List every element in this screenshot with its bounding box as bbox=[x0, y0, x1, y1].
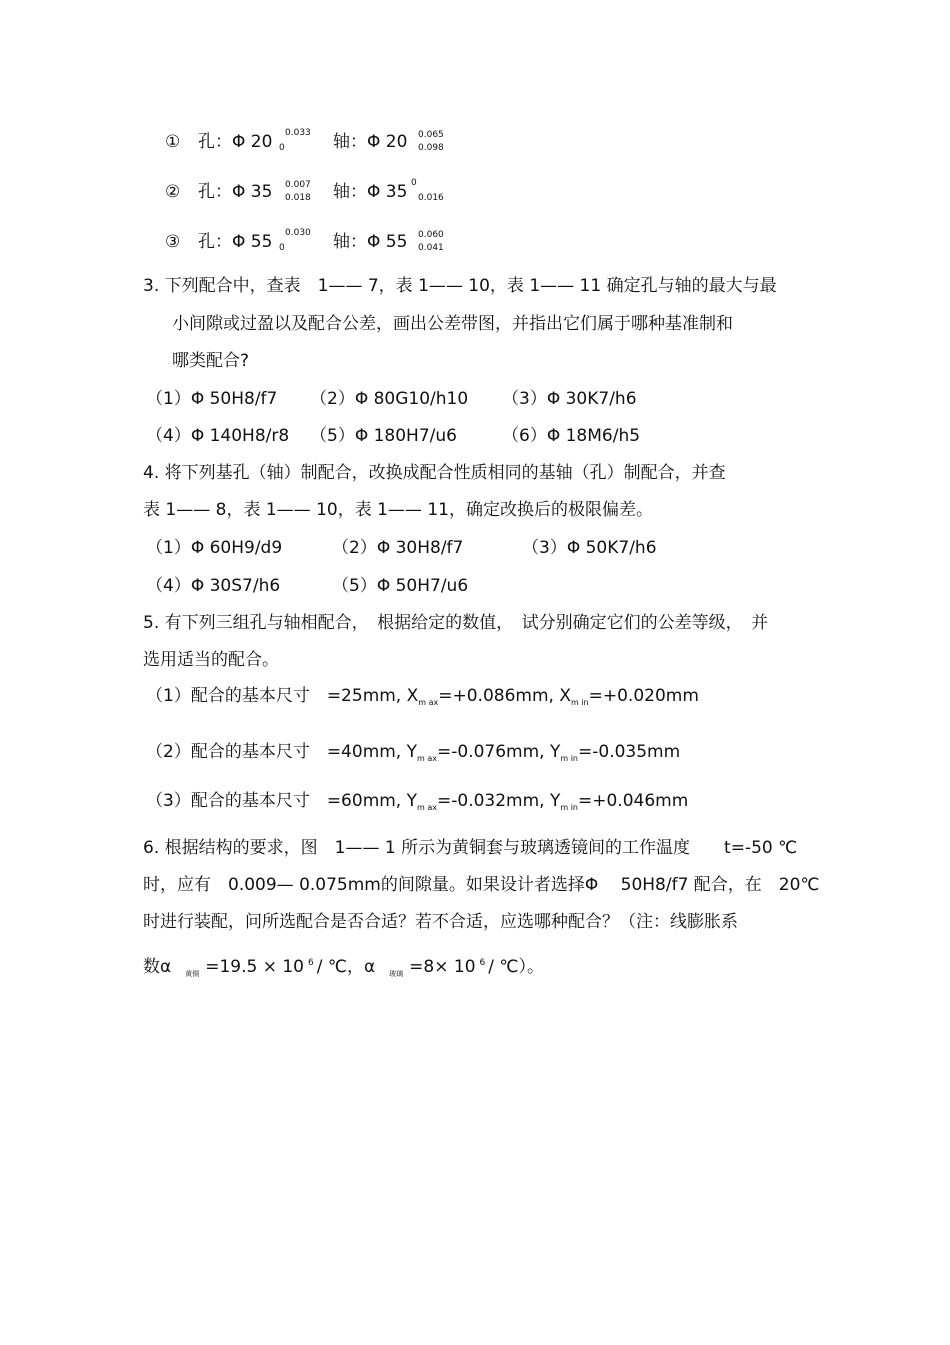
hole-upper-deviation: 0.030 bbox=[285, 228, 311, 238]
row-number: ① bbox=[165, 132, 181, 152]
fit-condition-1 bbox=[146, 686, 699, 713]
shaft-upper-deviation: 0 bbox=[411, 178, 417, 188]
condition-text: （3）配合的基本尺寸 =60mm, Y bbox=[146, 791, 418, 811]
fit-item: （2）Φ 30H8/f7 bbox=[332, 538, 464, 558]
fit-item: （3）Φ 30K7/h6 bbox=[502, 389, 637, 409]
condition-text: =+0.020mm bbox=[588, 686, 699, 706]
formula-subscript: 黄铜 bbox=[185, 970, 200, 978]
fit-item: （3）Φ 50K7/h6 bbox=[522, 538, 657, 558]
formula-superscript: 6 bbox=[308, 958, 314, 968]
formula-text: 数α bbox=[143, 957, 172, 977]
fit-item: （5）Φ 50H7/u6 bbox=[332, 576, 469, 596]
fit-item: （1）Φ 50H8/f7 bbox=[146, 389, 278, 409]
hole-upper-deviation: 0.033 bbox=[285, 128, 311, 138]
formula-text: =8× 10 bbox=[409, 957, 476, 977]
condition-subscript: m ax bbox=[417, 754, 437, 763]
question-3-line-1: 3. 下列配合中，查表 1—— 7，表 1—— 10，表 1—— 11 确定孔与轴的最大与最 bbox=[143, 276, 777, 296]
fit-condition-2 bbox=[146, 742, 680, 769]
question-3-line-2: 小间隙或过盈以及配合公差，画出公差带图，并指出它们属于哪种基准制和 bbox=[172, 314, 733, 334]
condition-subscript: m ax bbox=[418, 698, 439, 707]
hole-label: 孔：Φ 20 bbox=[198, 132, 273, 152]
condition-text: （2）配合的基本尺寸 =40mm, Y bbox=[146, 742, 418, 762]
shaft-label: 轴：Φ 55 bbox=[333, 232, 408, 252]
hole-lower-deviation: 0 bbox=[279, 243, 285, 253]
formula-subscript: 玻璃 bbox=[389, 970, 404, 978]
condition-subscript: m in bbox=[560, 803, 578, 812]
hole-label: 孔：Φ 55 bbox=[198, 232, 273, 252]
question-6-line-3: 时进行装配，问所选配合是否合适？若不合适，应选哪种配合？（注：线膨胀系 bbox=[143, 912, 738, 932]
condition-text: =+0.086mm, X bbox=[438, 686, 571, 706]
question-4-line-1: 4. 将下列基孔（轴）制配合，改换成配合性质相同的基轴（孔）制配合，并查 bbox=[143, 463, 726, 483]
fit-condition-3 bbox=[146, 791, 688, 818]
shaft-upper-deviation: 0.065 bbox=[418, 130, 444, 140]
fit-item: （2）Φ 80G10/h10 bbox=[310, 389, 469, 409]
condition-text: =-0.076mm, Y bbox=[437, 742, 561, 762]
hole-lower-deviation: 0.018 bbox=[285, 193, 311, 203]
question-3-line-3: 哪类配合? bbox=[172, 351, 250, 371]
fit-item: （1）Φ 60H9/d9 bbox=[146, 538, 283, 558]
fit-item: （4）Φ 30S7/h6 bbox=[146, 576, 281, 596]
question-5-line-2: 选用适当的配合。 bbox=[143, 650, 279, 670]
condition-text: （1）配合的基本尺寸 =25mm, X bbox=[146, 686, 419, 706]
condition-text: =+0.046mm bbox=[578, 791, 689, 811]
fit-item: （4）Φ 140H8/r8 bbox=[146, 426, 290, 446]
condition-subscript: m in bbox=[560, 754, 578, 763]
formula-text: =19.5 × 10 bbox=[205, 957, 304, 977]
shaft-lower-deviation: 0.016 bbox=[418, 193, 444, 203]
row-number: ③ bbox=[165, 232, 181, 252]
shaft-upper-deviation: 0.060 bbox=[418, 230, 444, 240]
formula-text: / ℃，α bbox=[316, 957, 376, 977]
shaft-label: 轴：Φ 20 bbox=[333, 132, 408, 152]
question-5-line-1: 5. 有下列三组孔与轴相配合， 根据给定的数值， 试分别确定它们的公差等级， 并 bbox=[143, 613, 769, 633]
row-number: ② bbox=[165, 182, 181, 202]
condition-text: =-0.032mm, Y bbox=[437, 791, 561, 811]
hole-upper-deviation: 0.007 bbox=[285, 180, 311, 190]
question-4-line-2: 表 1—— 8，表 1—— 10，表 1—— 11，确定改换后的极限偏差。 bbox=[143, 500, 653, 520]
formula-text: / ℃）。 bbox=[488, 957, 544, 977]
hole-label: 孔：Φ 35 bbox=[198, 182, 273, 202]
condition-text: =-0.035mm bbox=[578, 742, 681, 762]
shaft-label: 轴：Φ 35 bbox=[333, 182, 408, 202]
shaft-lower-deviation: 0.098 bbox=[418, 143, 444, 153]
question-6-line-2: 时，应有 0.009— 0.075mm的间隙量。如果设计者选择Φ 50H8/f7 配合，在 20℃ bbox=[143, 875, 820, 895]
formula-superscript: 6 bbox=[479, 958, 486, 968]
condition-subscript: m ax bbox=[417, 803, 437, 812]
question-6-line-1: 6. 根据结构的要求，图 1—— 1 所示为黄铜套与玻璃透镜间的工作温度 t=-50 ℃ bbox=[143, 838, 798, 858]
hole-lower-deviation: 0 bbox=[279, 143, 285, 153]
fit-item: （5）Φ 180H7/u6 bbox=[310, 426, 457, 446]
fit-item: （6）Φ 18M6/h5 bbox=[502, 426, 641, 446]
question-6-line-4 bbox=[143, 953, 544, 984]
condition-subscript: m in bbox=[570, 698, 589, 707]
shaft-lower-deviation: 0.041 bbox=[418, 243, 444, 253]
